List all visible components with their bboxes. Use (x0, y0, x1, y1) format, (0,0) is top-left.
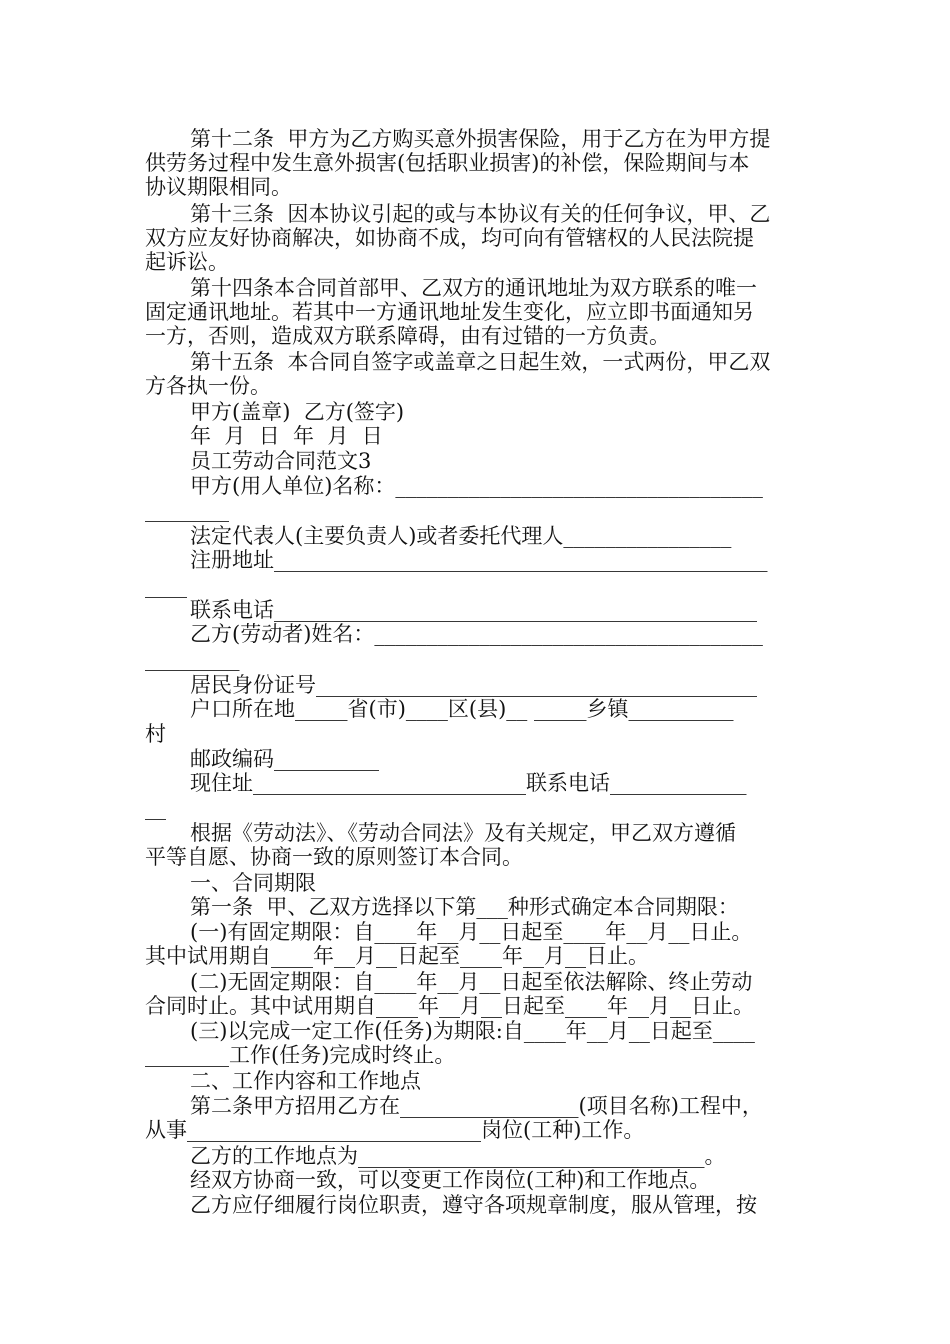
text-line: 法定代表人(主要负责人)或者委托代理人________________ (190, 524, 732, 548)
text-line: 乙方的工作地点为_________________________________。 (190, 1144, 726, 1168)
text-line: 其中试用期自____年__月__日起至____年__月__日止。 (145, 944, 649, 968)
text-line: 第一条 甲、乙双方选择以下第___种形式确定本合同期限： (190, 895, 739, 919)
text-line: 年 月 日 年 月 日 (190, 424, 383, 448)
text-line: 乙方应仔细履行岗位职责，遵守各项规章制度，服从管理，按 (190, 1193, 757, 1217)
text-line: 合同时止。其中试用期自____年__月__日起至____年__月__日止。 (145, 994, 754, 1018)
text-line: 现住址__________________________联系电话_____________ (190, 771, 747, 795)
text-line: _________ (145, 647, 240, 671)
text-line: 第十三条 因本协议引起的或与本协议有关的任何争议，甲、乙 (190, 202, 771, 226)
text-line: 第十五条 本合同自签字或盖章之日起生效，一式两份，甲乙双 (190, 350, 771, 374)
text-line: 乙方(劳动者)姓名：_____________________________________ (190, 622, 763, 646)
text-line: 经双方协商一致，可以变更工作岗位(工种)和工作地点。 (190, 1168, 711, 1192)
text-line: 第十二条 甲方为乙方购买意外损害保险，用于乙方在为甲方提 (190, 127, 771, 151)
text-line: __ (145, 796, 166, 820)
text-line: (三)以完成一定工作(任务)为期限:自____年__月__日起至____ (190, 1019, 755, 1043)
text-line: 固定通讯地址。若其中一方通讯地址发生变化，应立即书面通知另 (145, 300, 754, 324)
text-line: ____ (145, 574, 187, 598)
text-line: 居民身份证号__________________________________________ (190, 673, 757, 697)
text-line: 二、工作内容和工作地点 (190, 1069, 421, 1093)
text-line: 方各执一份。 (145, 374, 271, 398)
text-line: 第十四条本合同首部甲、乙双方的通讯地址为双方联系的唯一 (190, 276, 757, 300)
text-line: 员工劳动合同范文3 (190, 449, 372, 473)
text-line: 一方，否则，造成双方联系障碍，由有过错的一方负责。 (145, 324, 670, 348)
text-line: 注册地址_______________________________________________ (190, 548, 768, 572)
text-line: 起诉讼。 (145, 250, 229, 274)
text-line: 平等自愿、协商一致的原则签订本合同。 (145, 845, 523, 869)
text-line: 村 (145, 722, 166, 746)
text-line: 甲方(盖章) 乙方(签字) (190, 400, 405, 424)
text-line: 根据《劳动法》、《劳动合同法》及有关规定，甲乙双方遵循 (190, 821, 736, 845)
text-line: 第二条甲方招用乙方在_________________(项目名称)工程中， (190, 1094, 763, 1118)
text-line: (二)无固定期限：自____年__月__日起至依法解除、终止劳动 (190, 970, 753, 994)
text-line: 从事____________________________岗位(工种)工作。 (145, 1118, 645, 1142)
text-line: 协议期限相同。 (145, 175, 292, 199)
text-line: 联系电话______________________________________________ (190, 598, 757, 622)
text-line: 一、合同期限 (190, 871, 316, 895)
text-line: 供劳务过程中发生意外损害(包括职业损害)的补偿，保险期间与本 (145, 151, 750, 175)
text-line: ________工作(任务)完成时终止。 (145, 1043, 456, 1067)
text-line: 双方应友好协商解决，如协商不成，均可向有管辖权的人民法院提 (145, 226, 754, 250)
text-line: 户口所在地_____省(市)____区(县)__ _____乡镇__________ (190, 697, 734, 721)
text-line: 邮政编码__________ (190, 747, 379, 771)
text-line: (一)有固定期限：自____年__月__日起至____年__月__日止。 (190, 920, 753, 944)
text-line: 甲方(用人单位)名称：___________________________________ (190, 474, 763, 498)
text-line: ________ (145, 498, 229, 522)
